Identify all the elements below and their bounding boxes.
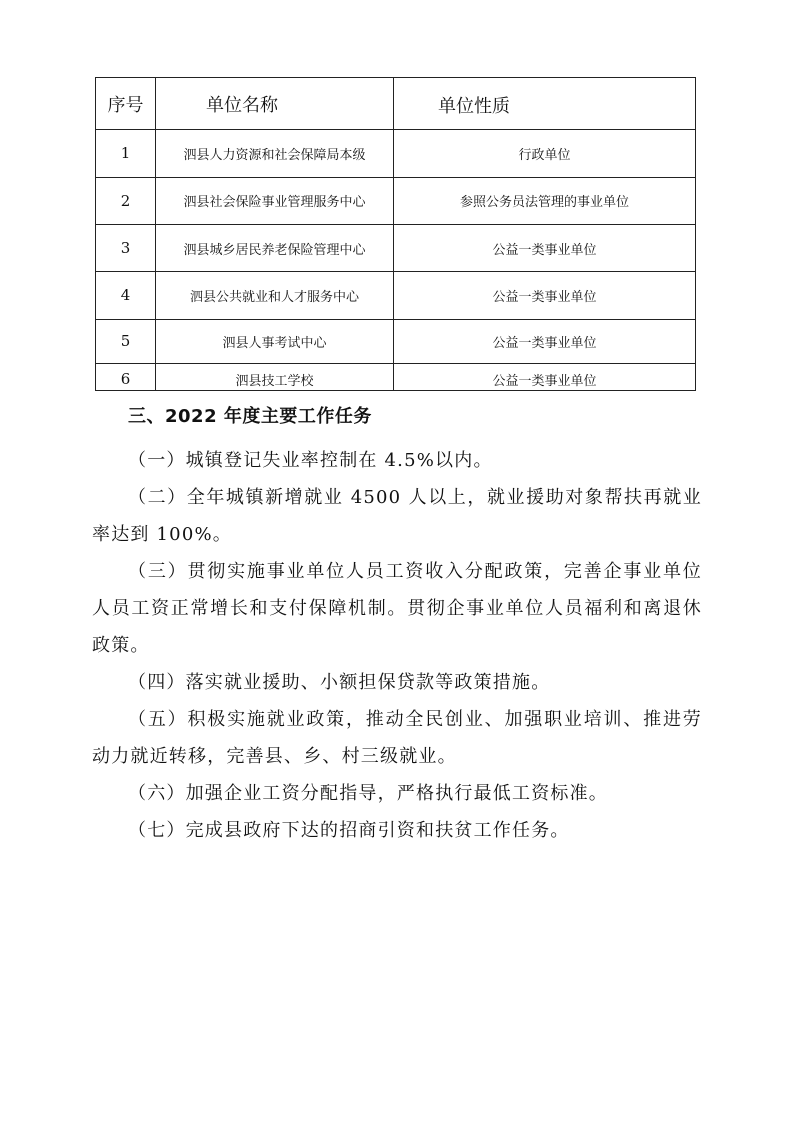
task-item: （五）积极实施就业政策，推动全民创业、加强职业培训、推进劳动力就近转移，完善县、乡、村三级就业。 bbox=[92, 709, 702, 767]
table-row bbox=[96, 130, 696, 177]
task-item: （六）加强企业工资分配指导，严格执行最低工资标准。 bbox=[128, 783, 608, 804]
table-row bbox=[96, 272, 696, 319]
row-unit-name: 泗县公共就业和人才服务中心 bbox=[156, 272, 394, 319]
row-unit-nature: 公益一类事业单位 bbox=[394, 319, 696, 363]
table-row bbox=[96, 224, 696, 271]
row-serial: 6 bbox=[96, 363, 156, 390]
row-unit-nature: 参照公务员法管理的事业单位 bbox=[394, 177, 696, 224]
row-unit-name: 泗县技工学校 bbox=[156, 363, 394, 390]
task-item: （一）城镇登记失业率控制在 4.5%以内。 bbox=[128, 450, 493, 471]
row-unit-nature: 公益一类事业单位 bbox=[394, 272, 696, 319]
row-unit-name: 泗县人事考试中心 bbox=[156, 319, 394, 363]
row-unit-name: 泗县社会保险事业管理服务中心 bbox=[156, 177, 394, 224]
row-unit-name: 泗县人力资源和社会保障局本级 bbox=[156, 130, 394, 177]
task-item: （七）完成县政府下达的招商引资和扶贫工作任务。 bbox=[128, 820, 570, 841]
task-list bbox=[92, 442, 702, 849]
table-row bbox=[96, 319, 696, 363]
table-row bbox=[96, 177, 696, 224]
row-serial: 4 bbox=[96, 272, 156, 319]
table-row bbox=[96, 363, 696, 390]
task-item: （三）贯彻实施事业单位人员工资收入分配政策，完善企事业单位人员工资正常增长和支付保障机制。贯彻企事业单位人员福利和离退休政策。 bbox=[92, 561, 702, 656]
row-serial: 5 bbox=[96, 319, 156, 363]
units-table bbox=[95, 77, 696, 391]
row-serial: 2 bbox=[96, 177, 156, 224]
row-unit-nature: 公益一类事业单位 bbox=[394, 224, 696, 271]
header-serial: 序号 bbox=[96, 78, 156, 130]
task-item: （四）落实就业援助、小额担保贷款等政策措施。 bbox=[128, 672, 551, 693]
section-heading: 三、2022 年度主要工作任务 bbox=[128, 406, 372, 427]
table-header-row bbox=[96, 78, 696, 130]
row-serial: 1 bbox=[96, 130, 156, 177]
header-unit-name: 单位名称 bbox=[156, 78, 394, 130]
header-unit-nature: 单位性质 bbox=[394, 78, 696, 130]
row-unit-name: 泗县城乡居民养老保险管理中心 bbox=[156, 224, 394, 271]
task-item: （二）全年城镇新增就业 4500 人以上，就业援助对象帮扶再就业率达到 100%。 bbox=[92, 487, 702, 545]
row-unit-nature: 行政单位 bbox=[394, 130, 696, 177]
row-serial: 3 bbox=[96, 224, 156, 271]
row-unit-nature: 公益一类事业单位 bbox=[394, 363, 696, 390]
